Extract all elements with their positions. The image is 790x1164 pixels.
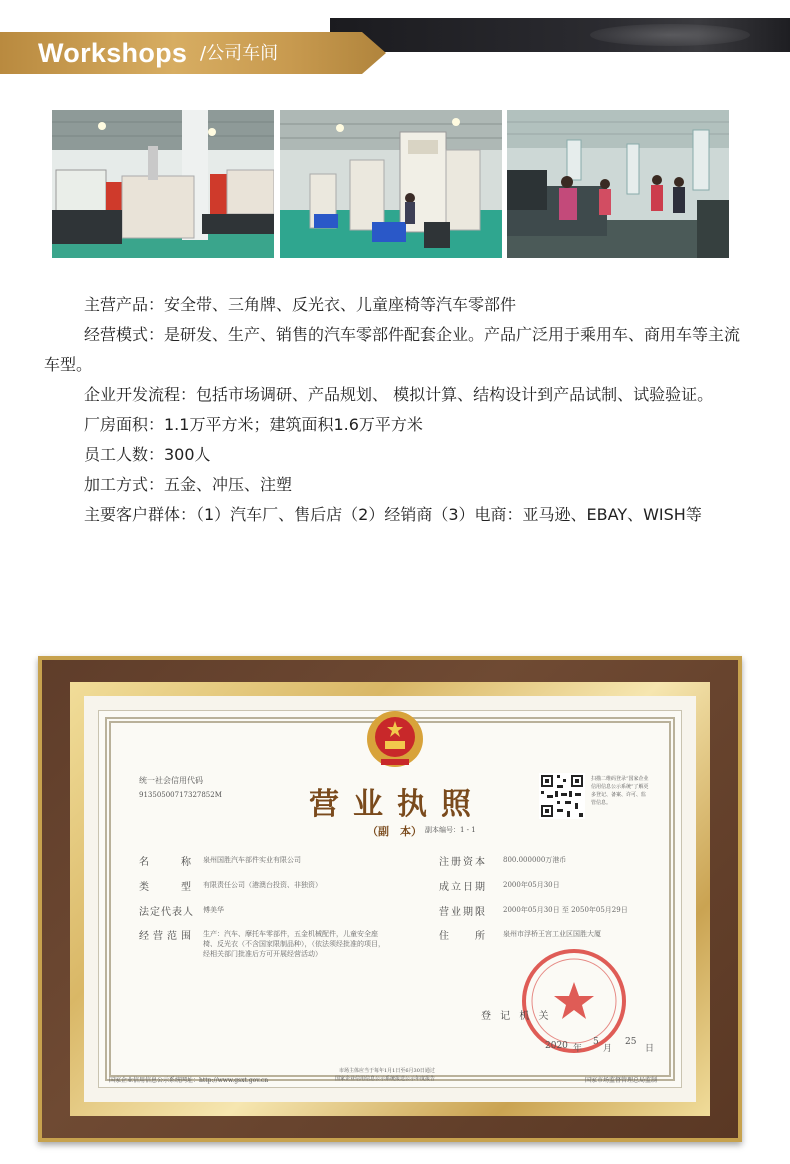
credit-code: 91350500717327852M xyxy=(139,791,222,799)
frame-mat xyxy=(84,696,696,1102)
company-intro xyxy=(44,290,750,530)
date-day-suffix: 日 xyxy=(645,1044,655,1054)
date-year: 2020 xyxy=(545,1041,568,1051)
field-label-legal-rep: 法定代表人 xyxy=(139,907,194,918)
field-value-established: 2000年05月30日 xyxy=(503,881,560,889)
intro-development-process: 企业开发流程：包括市场调研、产品规划、 模拟计算、结构设计到产品试制、试验验证。 xyxy=(84,385,714,404)
qr-code-icon xyxy=(539,773,585,819)
workshop-photo-assembly-line xyxy=(507,110,729,258)
field-value-name: 泉州国胜汽车部件实业有限公司 xyxy=(203,856,301,864)
field-value-type: 有限责任公司（港澳台投资、非独资） xyxy=(203,881,322,889)
field-value-address: 泉州市浮桥王宫工业区国胜大厦 xyxy=(503,930,601,938)
intro-plant-area: 厂房面积：1.1万平方米；建筑面积1.6万平方米 xyxy=(84,415,423,434)
frame-gold-border xyxy=(70,682,710,1116)
date-year-suffix: 年 xyxy=(573,1044,583,1054)
workshop-photo-stamping-press xyxy=(280,110,502,258)
date-month: 5 xyxy=(593,1037,599,1047)
footer-notice-2: 国家企业信用信息公示系统报送公示年度报告 xyxy=(335,1076,436,1082)
field-label-type: 类 型 xyxy=(139,882,195,893)
intro-main-products: 主营产品：安全带、三角牌、反光衣、儿童座椅等汽车零部件 xyxy=(84,295,517,314)
credit-code-label: 统一社会信用代码 xyxy=(139,776,203,785)
field-value-capital: 800.000000万港币 xyxy=(503,856,567,864)
footer-notice-1: 市场主体应当于每年1月1日至6月30日通过 xyxy=(339,1068,435,1074)
intro-employees: 员工人数：300人 xyxy=(84,445,211,464)
field-label-name: 名 称 xyxy=(139,857,195,868)
header-subtitle: /公司车间 xyxy=(200,43,279,64)
business-license xyxy=(98,710,682,1088)
footer-issuer: 国家市场监督管理总局监制 xyxy=(585,1077,658,1084)
license-copy-label: （副 本） xyxy=(367,825,422,838)
license-title: 营业执照 xyxy=(309,787,485,822)
field-label-address: 住 所 xyxy=(439,931,487,942)
section-header xyxy=(0,18,790,74)
intro-business-model: 经营模式：是研发、生产、销售的汽车零部件配套企业。产品广泛用于乘用车、商用车等主流车型。 xyxy=(44,325,741,374)
date-day: 25 xyxy=(625,1037,637,1047)
copy-number: 副本编号：1 - 1 xyxy=(425,826,476,834)
field-label-term: 营业期限 xyxy=(439,907,487,918)
intro-customers: 主要客户群体：（1）汽车厂、售后店（2）经销商（3）电商：亚马逊、EBAY、WISH等 xyxy=(84,505,702,524)
field-label-established: 成立日期 xyxy=(439,882,487,893)
license-frame xyxy=(38,656,742,1142)
intro-processing: 加工方式：五金、冲压、注塑 xyxy=(84,475,293,494)
national-emblem-icon xyxy=(363,710,427,769)
qr-note: 扫描二维码登录“国家企业信用信息公示系统”了解更多登记、备案、许可、监管信息。 xyxy=(591,776,649,806)
header-title: Workshops xyxy=(38,38,188,68)
date-month-suffix: 月 xyxy=(603,1044,613,1054)
field-value-scope: 生产：汽车、摩托车零部件，五金机械配件，儿童安全座椅、反光衣（不含国家限制品种），（依法须经批准的项目，经相关部门批准后方可开展经营活动） xyxy=(203,930,385,958)
footer-website: 国家企业信用信息公示系统网址：http://www.gsxt.gov.cn xyxy=(109,1077,269,1084)
field-label-capital: 注册资本 xyxy=(439,857,487,868)
workshop-photo-injection-molding xyxy=(52,110,274,258)
registrar-label: 登 记 机 关 xyxy=(481,1011,552,1022)
field-label-scope: 经营范围 xyxy=(139,931,195,942)
field-value-term: 2000年05月30日 至 2050年05月29日 xyxy=(503,906,628,914)
header-dark-band xyxy=(330,18,790,52)
field-value-legal-rep: 傅美华 xyxy=(203,906,224,914)
registration-seal-icon xyxy=(519,946,629,1056)
